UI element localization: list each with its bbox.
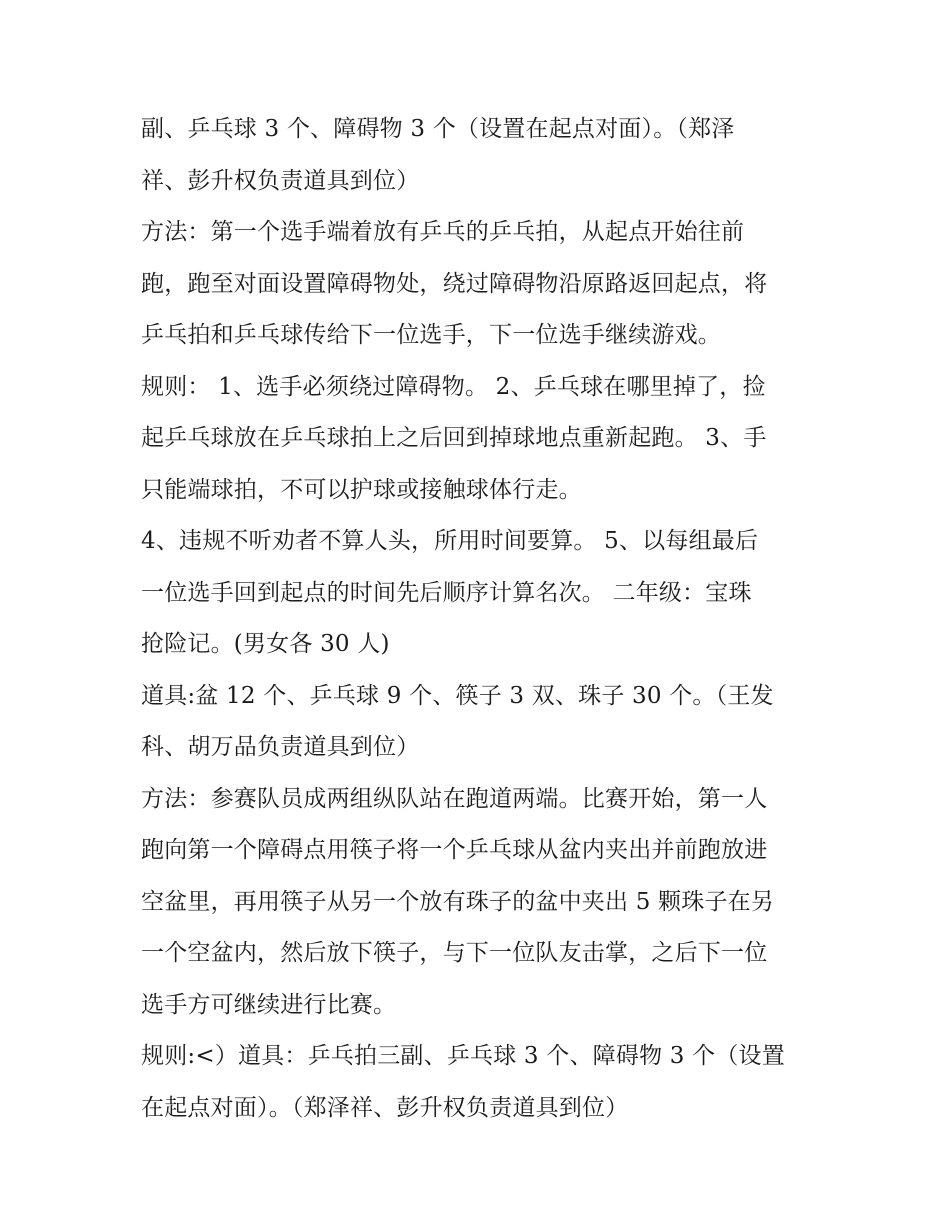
text-line: 一位选手回到起点的时间先后顺序计算名次。 二年级：宝珠 [141, 579, 752, 606]
text-line: 副、乒乓球 3 个、障碍物 3 个（设置在起点对面）。（郑泽 [141, 116, 735, 142]
text-line: 4、违规不听劝者不算人头，所用时间要算。 5、以每组最后 [141, 528, 759, 554]
text-line: 祥、彭升权负责道具到位） [141, 167, 420, 194]
text-line: 抢险记。(男女各 30 人) [141, 631, 390, 657]
text-line: 规则:<）道具：乒乓拍三副、乒乓球 3 个、障碍物 3 个（设置 [141, 1043, 785, 1069]
text-line: 规则： 1、选手必须绕过障碍物。 2、乒乓球在哪里掉了，捡 [141, 373, 766, 400]
text-line: 乒乓拍和乒乓球传给下一位选手，下一位选手继续游戏。 [141, 322, 721, 348]
text-line: 在起点对面）。（郑泽祥、彭升权负责道具到位） [141, 1094, 629, 1121]
text-line: 道具:盆 12 个、乒乓球 9 个、筷子 3 双、珠子 30 个。（王发 [141, 682, 774, 709]
text-line: 空盆里，再用筷子从另一个放有珠子的盆中夹出 5 颗珠子在另 [141, 888, 775, 915]
text-line: 跑，跑至对面设置障碍物处，绕过障碍物沿原路返回起点，将 [141, 270, 768, 297]
text-line: 一个空盆内，然后放下筷子，与下一位队友击掌，之后下一位 [141, 940, 768, 966]
text-line: 方法：第一个选手端着放有乒乓的乒乓拍，从起点开始往前 [141, 219, 745, 245]
document-body [141, 104, 821, 1134]
text-line: 只能端球拍，不可以护球或接触球体行走。 [141, 476, 582, 503]
text-line: 选手方可继续进行比赛。 [141, 991, 397, 1018]
text-line: 跑向第一个障碍点用筷子将一个乒乓球从盆内夹出并前跑放进 [141, 837, 768, 863]
text-line: 方法：参赛队员成两组纵队站在跑道两端。比赛开始，第一人 [141, 785, 768, 812]
text-line: 科、胡万品负责道具到位） [141, 734, 420, 760]
text-line: 起乒乓球放在乒乓球拍上之后回到掉球地点重新起跑。 3、手 [141, 425, 767, 451]
